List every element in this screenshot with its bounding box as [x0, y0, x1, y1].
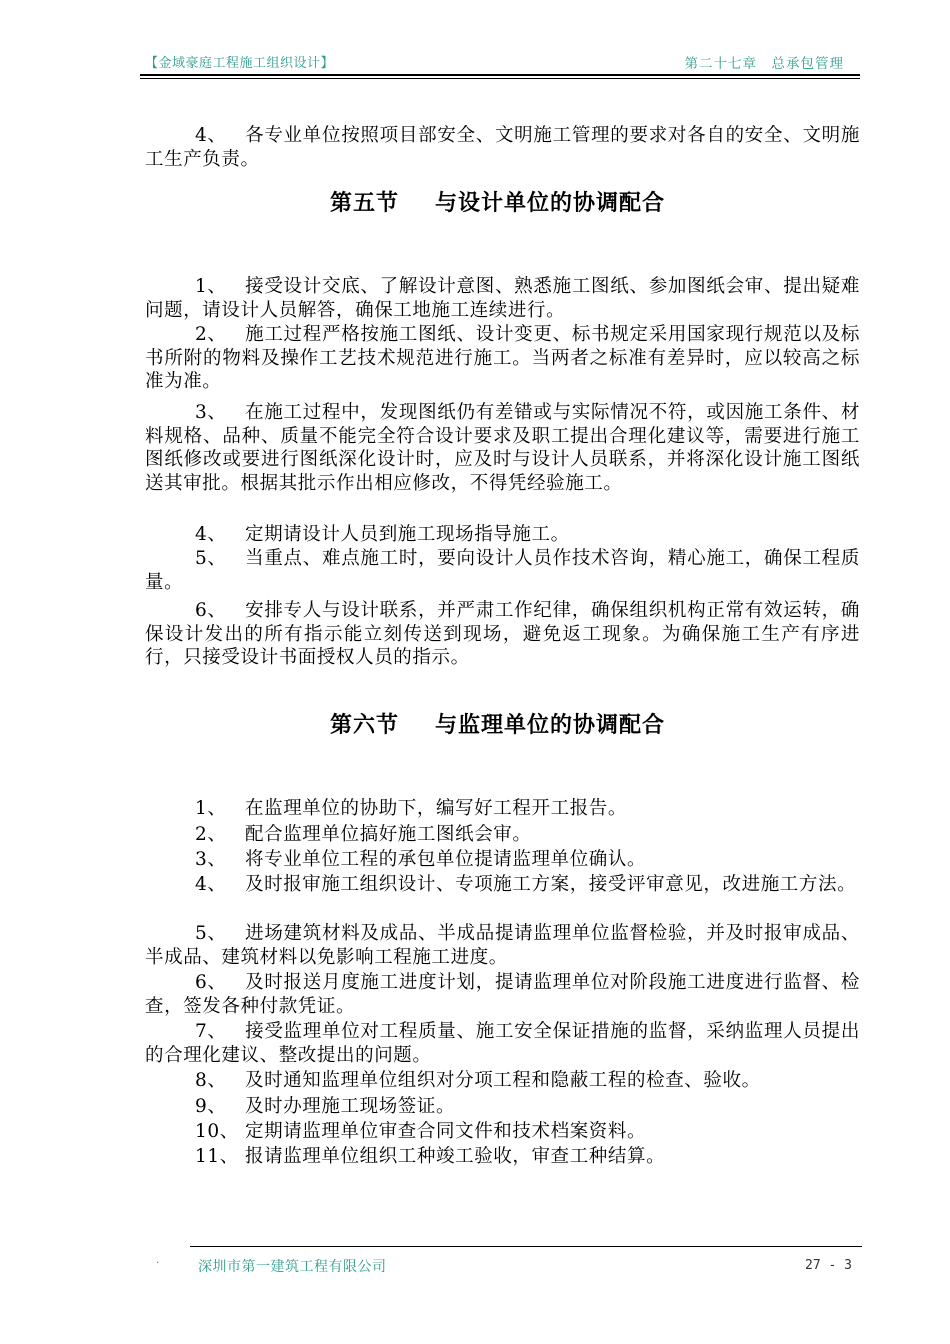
- item-text: 在监理单位的协助下，编写好工程开工报告。: [245, 798, 628, 819]
- section-5-label: 第五节: [329, 191, 399, 216]
- item-text: 及时办理施工现场签证。: [245, 1096, 456, 1117]
- item-text: 当重点、难点施工时，要向设计人员作技术咨询，精心施工，确保工程质量。: [145, 548, 860, 593]
- item-text: 施工过程严格按施工图纸、设计变更、标书规定采用国家现行规范以及标书所附的物料及操作工艺技术规范进行施工。当两者之标准有差异时，应以较高之标准为准。: [145, 324, 860, 392]
- header-document-title: 【金域豪庭工程施工组织设计】: [145, 56, 335, 71]
- section-5-title: 与设计单位的协调配合: [435, 191, 666, 216]
- item-text: 及时报审施工组织设计、专项施工方案，接受评审意见，改进施工方法。: [245, 874, 857, 895]
- section-5-item-2: [145, 323, 860, 394]
- section-5-item-3: [145, 401, 860, 495]
- item-number: 8、: [195, 1070, 227, 1091]
- item-number: 11、: [195, 1146, 239, 1167]
- item-number: 3、: [195, 849, 227, 870]
- item-text: 定期请监理单位审查合同文件和技术档案资料。: [245, 1121, 647, 1142]
- item-number: 3、: [195, 402, 227, 423]
- item-text: 安排专人与设计联系，并严肃工作纪律，确保组织机构正常有效运转，确保设计发出的所有指示能立刻传送到现场，避免返工现象。为确保施工生产有序进行，只接受设计书面授权人员的指示。: [145, 600, 860, 668]
- footer-page-number: 27 - 3: [805, 1258, 852, 1273]
- item-text: 报请监理单位组织工种竣工验收，审查工种结算。: [245, 1146, 666, 1167]
- item-number: 5、: [195, 923, 227, 944]
- header-rule-thin: [140, 78, 860, 79]
- item-number: 1、: [195, 798, 227, 819]
- section-6-item-5: [145, 922, 860, 969]
- section-5-heading: [140, 186, 855, 217]
- section-6-item-3: [145, 848, 860, 872]
- section-6-item-4: [145, 873, 860, 897]
- section-5-item-1: [145, 275, 860, 322]
- section-6-label: 第六节: [329, 713, 399, 738]
- header-chapter-title: 第二十七章 总承包管理: [684, 56, 844, 72]
- item-text: 各专业单位按照项目部安全、文明施工管理的要求对各自的安全、文明施工生产负责。: [145, 125, 860, 170]
- item-text: 进场建筑材料及成品、半成品提请监理单位监督检验，并及时报审成品、半成品、建筑材料以免影响工程施工进度。: [145, 923, 860, 968]
- footer-rule: [190, 1246, 862, 1247]
- item-number: 7、: [195, 1021, 227, 1042]
- section-6-item-1: [145, 797, 860, 821]
- item-number: 9、: [195, 1096, 227, 1117]
- item-text: 配合监理单位搞好施工图纸会审。: [245, 824, 532, 845]
- item-text: 接受监理单位对工程质量、施工安全保证措施的监督，采纳监理人员提出的合理化建议、整改提出的问题。: [145, 1021, 860, 1066]
- section-6-item-11: [145, 1145, 860, 1169]
- item-number: 1、: [195, 276, 227, 297]
- section-6-heading: [140, 708, 855, 739]
- item-number: 4、: [195, 524, 227, 545]
- item-text: 将专业单位工程的承包单位提请监理单位确认。: [245, 849, 647, 870]
- item-text: 在施工过程中，发现图纸仍有差错或与实际情况不符，或因施工条件、材料规格、品种、质量不能完全符合设计要求及职工提出合理化建议等，需要进行施工图纸修改或要进行图纸深化设计时，应及时与设计人员联系，并将深化设计施工图纸送其审批。根据其批示作出相应修改，不得凭经验施工。: [145, 402, 860, 494]
- section-6-item-9: [145, 1095, 860, 1119]
- section-6-item-10: [145, 1120, 860, 1144]
- item-number: 10、: [195, 1121, 239, 1142]
- section-5-item-4: [145, 523, 860, 547]
- item-text: 及时报送月度施工进度计划，提请监理单位对阶段施工进度进行监督、检查，签发各种付款凭证。: [145, 972, 860, 1017]
- section-5-item-6: [145, 599, 860, 670]
- item-number: 6、: [195, 972, 227, 993]
- footer-bullet: ·: [156, 1258, 160, 1269]
- item-number: 6、: [195, 600, 227, 621]
- item-number: 4、: [195, 874, 227, 895]
- item-text: 接受设计交底、了解设计意图、熟悉施工图纸、参加图纸会审、提出疑难问题，请设计人员解答，确保工地施工连续进行。: [145, 276, 860, 321]
- section-6-item-2: [145, 823, 860, 847]
- intro-paragraph: [145, 124, 860, 171]
- item-number: 2、: [195, 324, 227, 345]
- section-5-item-5: [145, 547, 860, 594]
- item-text: 定期请设计人员到施工现场指导施工。: [245, 524, 570, 545]
- header-rule: [140, 74, 860, 76]
- footer-company-name: 深圳市第一建筑工程有限公司: [198, 1259, 387, 1275]
- section-6-item-6: [145, 971, 860, 1018]
- item-number: 5、: [195, 548, 227, 569]
- item-number: 4、: [195, 125, 227, 146]
- item-text: 及时通知监理单位组织对分项工程和隐蔽工程的检查、验收。: [245, 1070, 761, 1091]
- section-6-item-8: [145, 1069, 860, 1093]
- section-6-item-7: [145, 1020, 860, 1067]
- section-6-title: 与监理单位的协调配合: [435, 713, 666, 738]
- item-number: 2、: [195, 824, 227, 845]
